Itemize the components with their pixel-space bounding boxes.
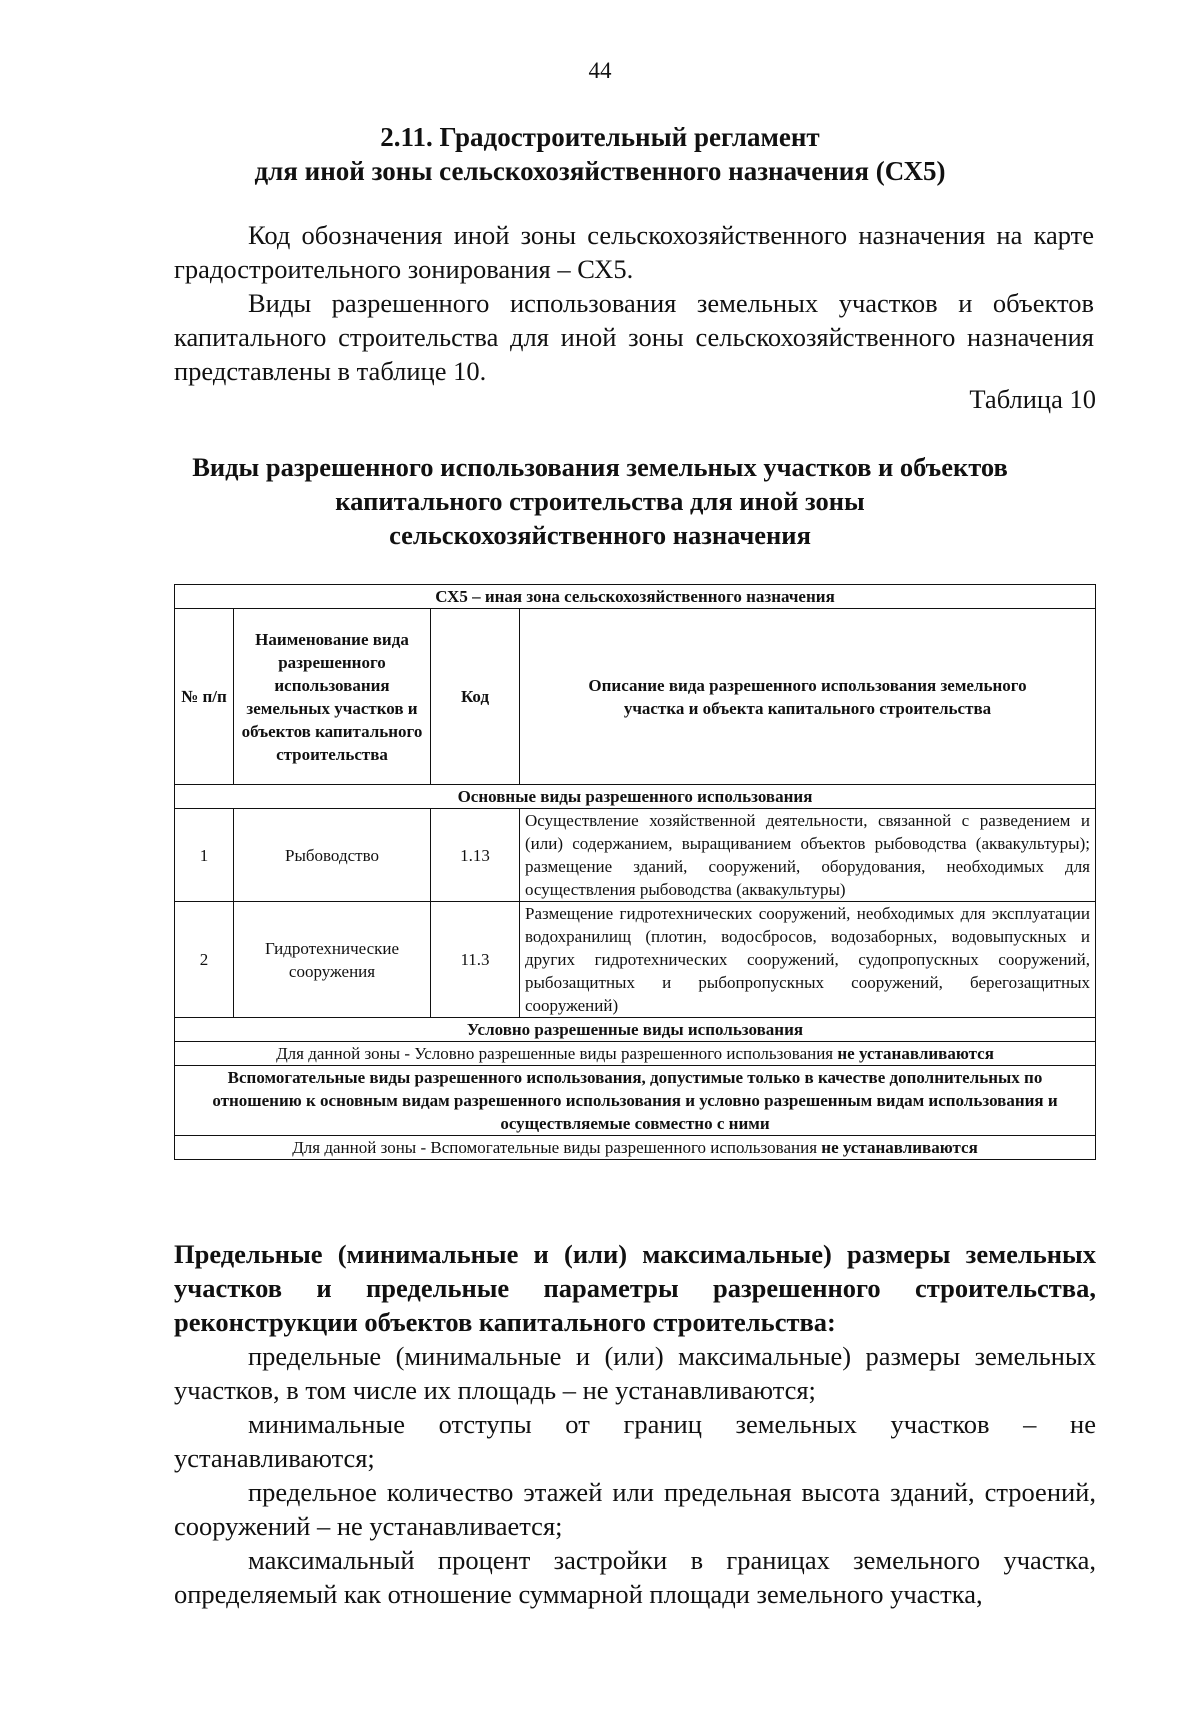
col-header-description: Описание вида разрешенного использования земельного участка и объекта капитального строительства bbox=[520, 609, 1096, 785]
table-row bbox=[175, 902, 1096, 1018]
auxiliary-note-status: не устанавливаются bbox=[821, 1138, 978, 1157]
row-num: 1 bbox=[175, 809, 234, 902]
auxiliary-uses-header-row bbox=[175, 1066, 1096, 1136]
table-row bbox=[175, 809, 1096, 902]
section-title bbox=[150, 120, 1050, 188]
row-num: 2 bbox=[175, 902, 234, 1018]
row-code: 11.3 bbox=[431, 902, 520, 1018]
intro-paragraph-uses: Виды разрешенного использования земельных участков и объектов капитального строительства для иной зоны сельскохозяйственного назначения представлены в таблице 10. bbox=[174, 288, 1094, 386]
section-title-line2: для иной зоны сельскохозяйственного назначения (СХ5) bbox=[254, 156, 946, 186]
conditional-uses-header: Условно разрешенные виды использования bbox=[175, 1018, 1096, 1042]
intro-paragraph-code: Код обозначения иной зоны сельскохозяйственного назначения на карте градостроительного зонирования – СХ5. bbox=[174, 220, 1094, 284]
zone-header: СХ5 – иная зона сельскохозяйственного назначения bbox=[175, 585, 1096, 609]
row-name: Рыбоводство bbox=[234, 809, 431, 902]
limits-heading: Предельные (минимальные и (или) максимальные) размеры земельных участков и предельные параметры разрешенного строительства, реконструкции объектов капитального строительства: bbox=[174, 1239, 1096, 1337]
row-description: Осуществление хозяйственной деятельности, связанной с разведением и (или) содержанием, выращиванием объектов рыбоводства (аквакультуры); размещение зданий, сооружений, оборудования, необходимых для осуществления рыбоводства (аквакультуры) bbox=[520, 809, 1096, 902]
col-header-code: Код bbox=[431, 609, 520, 785]
conditional-uses-header-row bbox=[175, 1018, 1096, 1042]
conditional-uses-note-row bbox=[175, 1042, 1096, 1066]
main-uses-header: Основные виды разрешенного использования bbox=[175, 785, 1096, 809]
zone-header-row bbox=[175, 585, 1096, 609]
auxiliary-uses-note bbox=[175, 1136, 1096, 1160]
page-number: 44 bbox=[588, 58, 612, 83]
auxiliary-uses-note-row bbox=[175, 1136, 1096, 1160]
col-header-name: Наименование вида разрешенного использования земельных участков и объектов капитального строительства bbox=[234, 609, 431, 785]
column-header-row bbox=[175, 609, 1096, 785]
row-name: Гидротехнические сооружения bbox=[234, 902, 431, 1018]
limits-section bbox=[174, 1237, 1096, 1611]
limit-item-plot-size: предельные (минимальные и (или) максимальные) размеры земельных участков, в том числе их площадь – не устанавливаются; bbox=[174, 1341, 1096, 1405]
row-description: Размещение гидротехнических сооружений, необходимых для эксплуатации водохранилищ (плотин, водосбросов, водозаборных, водовыпускных и других гидротехнических сооружений, судопропускных сооружений, рыбозащитных и рыбопропускных сооружений, берегозащитных сооружений) bbox=[520, 902, 1096, 1018]
section-title-line1: 2.11. Градостроительный регламент bbox=[380, 122, 820, 152]
limit-item-floors: предельное количество этажей или предельная высота зданий, строений, сооружений – не устанавливается; bbox=[174, 1477, 1096, 1541]
table-heading bbox=[150, 450, 1050, 552]
col-header-num: № п/п bbox=[175, 609, 234, 785]
limit-item-coverage: максимальный процент застройки в границах земельного участка, определяемый как отношение суммарной площади земельного участка, bbox=[174, 1545, 1096, 1609]
main-uses-header-row bbox=[175, 785, 1096, 809]
table-heading-line1: Виды разрешенного использования земельных участков и объектов bbox=[192, 452, 1008, 482]
row-code: 1.13 bbox=[431, 809, 520, 902]
table-heading-line2: капитального строительства для иной зоны bbox=[335, 486, 865, 516]
permitted-uses-table bbox=[174, 584, 1096, 1160]
intro-text bbox=[174, 218, 1094, 388]
conditional-note-text: Для данной зоны - Условно разрешенные виды разрешенного использования bbox=[276, 1044, 834, 1063]
auxiliary-note-text: Для данной зоны - Вспомогательные виды разрешенного использования bbox=[292, 1138, 818, 1157]
auxiliary-uses-header: Вспомогательные виды разрешенного использования, допустимые только в качестве дополнительных по отношению к основным видам разрешенного использования и условно разрешенным видам использования и осуществляемые совместно с ними bbox=[175, 1066, 1096, 1136]
conditional-uses-note bbox=[175, 1042, 1096, 1066]
table-heading-line3: сельскохозяйственного назначения bbox=[389, 520, 811, 550]
limit-item-setbacks: минимальные отступы от границ земельных участков – не устанавливаются; bbox=[174, 1409, 1096, 1473]
conditional-note-status: не устанавливаются bbox=[837, 1044, 994, 1063]
table-caption: Таблица 10 bbox=[969, 384, 1096, 414]
